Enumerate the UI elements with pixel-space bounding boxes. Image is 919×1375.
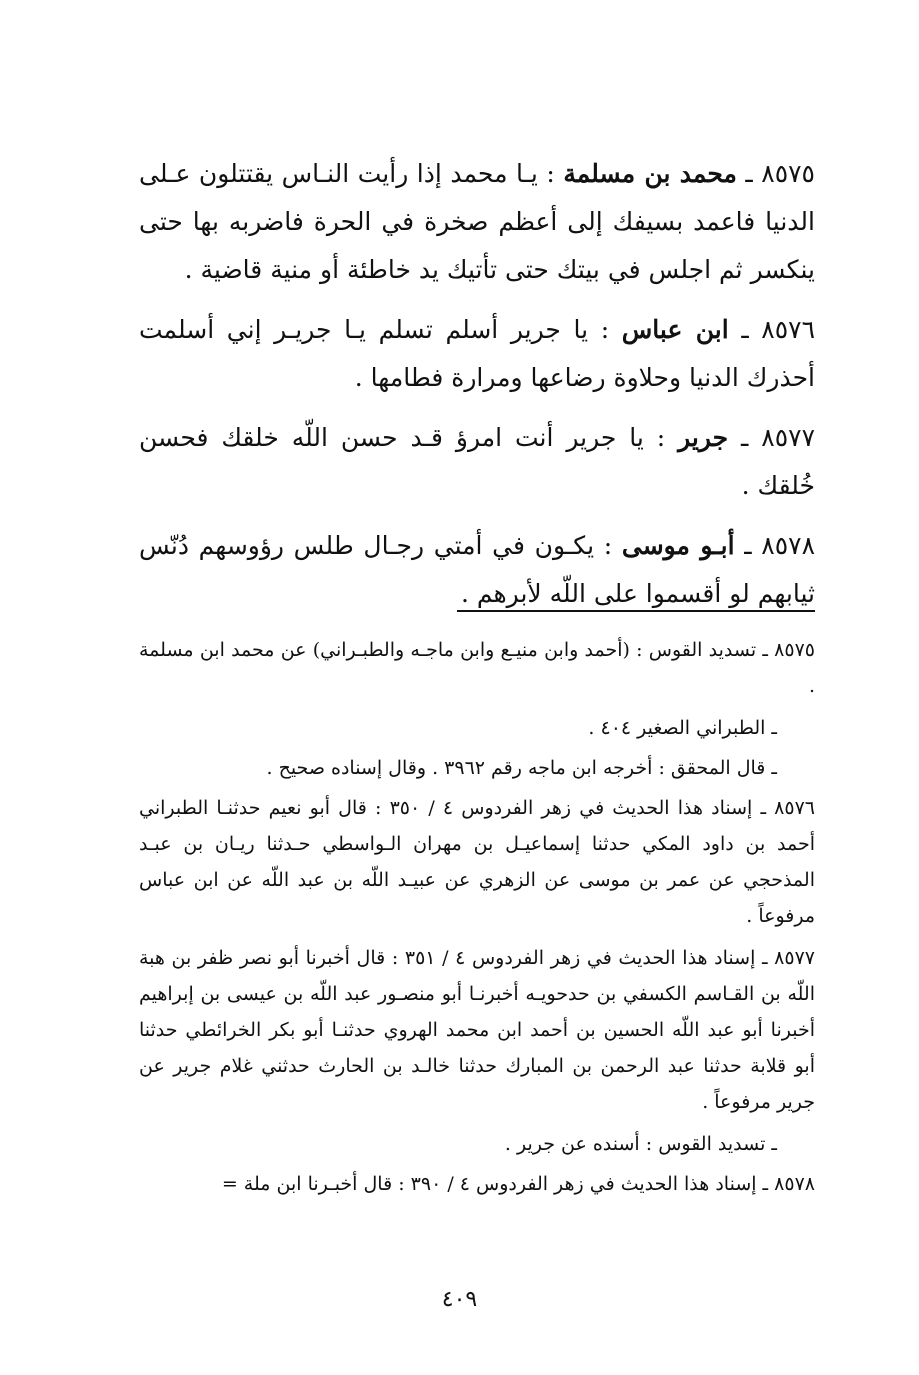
entry-narrator: جرير — [678, 423, 729, 452]
hadith-entry — [139, 414, 815, 510]
entry-number: ٨٥٧٦ ـ — [741, 315, 816, 344]
entry-narrator: أبـو موسى — [621, 531, 735, 560]
footnote: ٨٥٧٦ ـ إسناد هذا الحديث في زهر الفردوس ٤ / ٣٥٠ : قال أبو نعيم حدثنـا الطبراني أحمد بن داود المكي حدثنا إسماعيـل بن مهران الـواسطي حـدثنا ريـان بن عبـد المذحجي عن عمر بن موسى عن الزهري عن عبيـد اللّه بن عبد اللّه عن ابن عباس مرفوعاً . — [139, 797, 815, 927]
entry-narrator: ابن عباس — [621, 315, 729, 344]
entry-text: : يا جرير أنت امرؤ قـد حسن اللّه خلقك فحسن خُلقك . — [139, 423, 815, 500]
hadith-entry — [139, 306, 815, 402]
footnote: ٨٥٧٥ ـ تسديد القوس : (أحمد وابن منيـع وابن ماجـه والطبـراني) عن محمد ابن مسلمة . — [139, 639, 815, 697]
entry-text: : يكـون في أمتي رجـال طلس رؤوسهم دُنّس ثيابهم لو أقسموا على اللّه لأبرهم . — [139, 531, 815, 608]
page-number: ٤٠٩ — [441, 1287, 478, 1312]
entry-text: : يا جرير أسلم تسلم يـا جريـر إني أسلمت أحذرك الدنيا وحلاوة رضاعها ومرارة فطامها . — [139, 315, 815, 392]
footnotes — [139, 632, 815, 1208]
footnote: ٨٥٧٨ ـ إسناد هذا الحديث في زهر الفردوس ٤ / ٣٩٠ : قال أخبـرنا ابن ملة = — [221, 1173, 815, 1195]
footnote-separator — [457, 610, 815, 612]
footnote-subnote: ـ الطبراني الصغير ٤٠٤ . — [588, 717, 777, 739]
footnote-subnote: ـ تسديد القوس : أسنده عن جرير . — [504, 1133, 777, 1155]
hadith-entry — [139, 522, 815, 618]
entry-number: ٨٥٧٧ ـ — [741, 423, 815, 452]
hadith-entry — [139, 150, 815, 294]
footnote: ٨٥٧٧ ـ إسناد هذا الحديث في زهر الفردوس ٤ / ٣٥١ : قال أخبرنا أبو نصر ظفر بن هبة اللّه بن القـاسم الكسفي بن حدحويـه أخبرنـا أبو منصـور عبد اللّه بن عيسى بن إبراهيم أخبرنا أبو عبد اللّه الحسين بن أحمد ابن محمد الهروي حدثنـا أبو بكر الخرائطي حدثنا أبو قلابة حدثنا عبد الرحمن بن المبارك حدثنا خالـد بن الحارث حدثني غلام جرير عن جرير مرفوعاً . — [139, 947, 815, 1113]
footnote-subnote: ـ قال المحقق : أخرجه ابن ماجه رقم ٣٩٦٢ . وقال إسناده صحيح . — [266, 757, 777, 779]
entry-number: ٨٥٧٥ ـ — [745, 159, 815, 188]
entry-narrator: محمد بن مسلمة — [563, 159, 737, 188]
entry-text: : يـا محمد إذا رأيت النـاس يقتتلون عـلى الدنيا فاعمد بسيفك إلى أعظم صخرة في الحرة فاضربه بها حتى ينكسر ثم اجلس في بيتك حتى تأتيك يد خاطئة أو منية قاضية . — [139, 159, 815, 284]
entry-number: ٨٥٧٨ ـ — [744, 531, 816, 560]
hadith-entries — [139, 150, 815, 630]
